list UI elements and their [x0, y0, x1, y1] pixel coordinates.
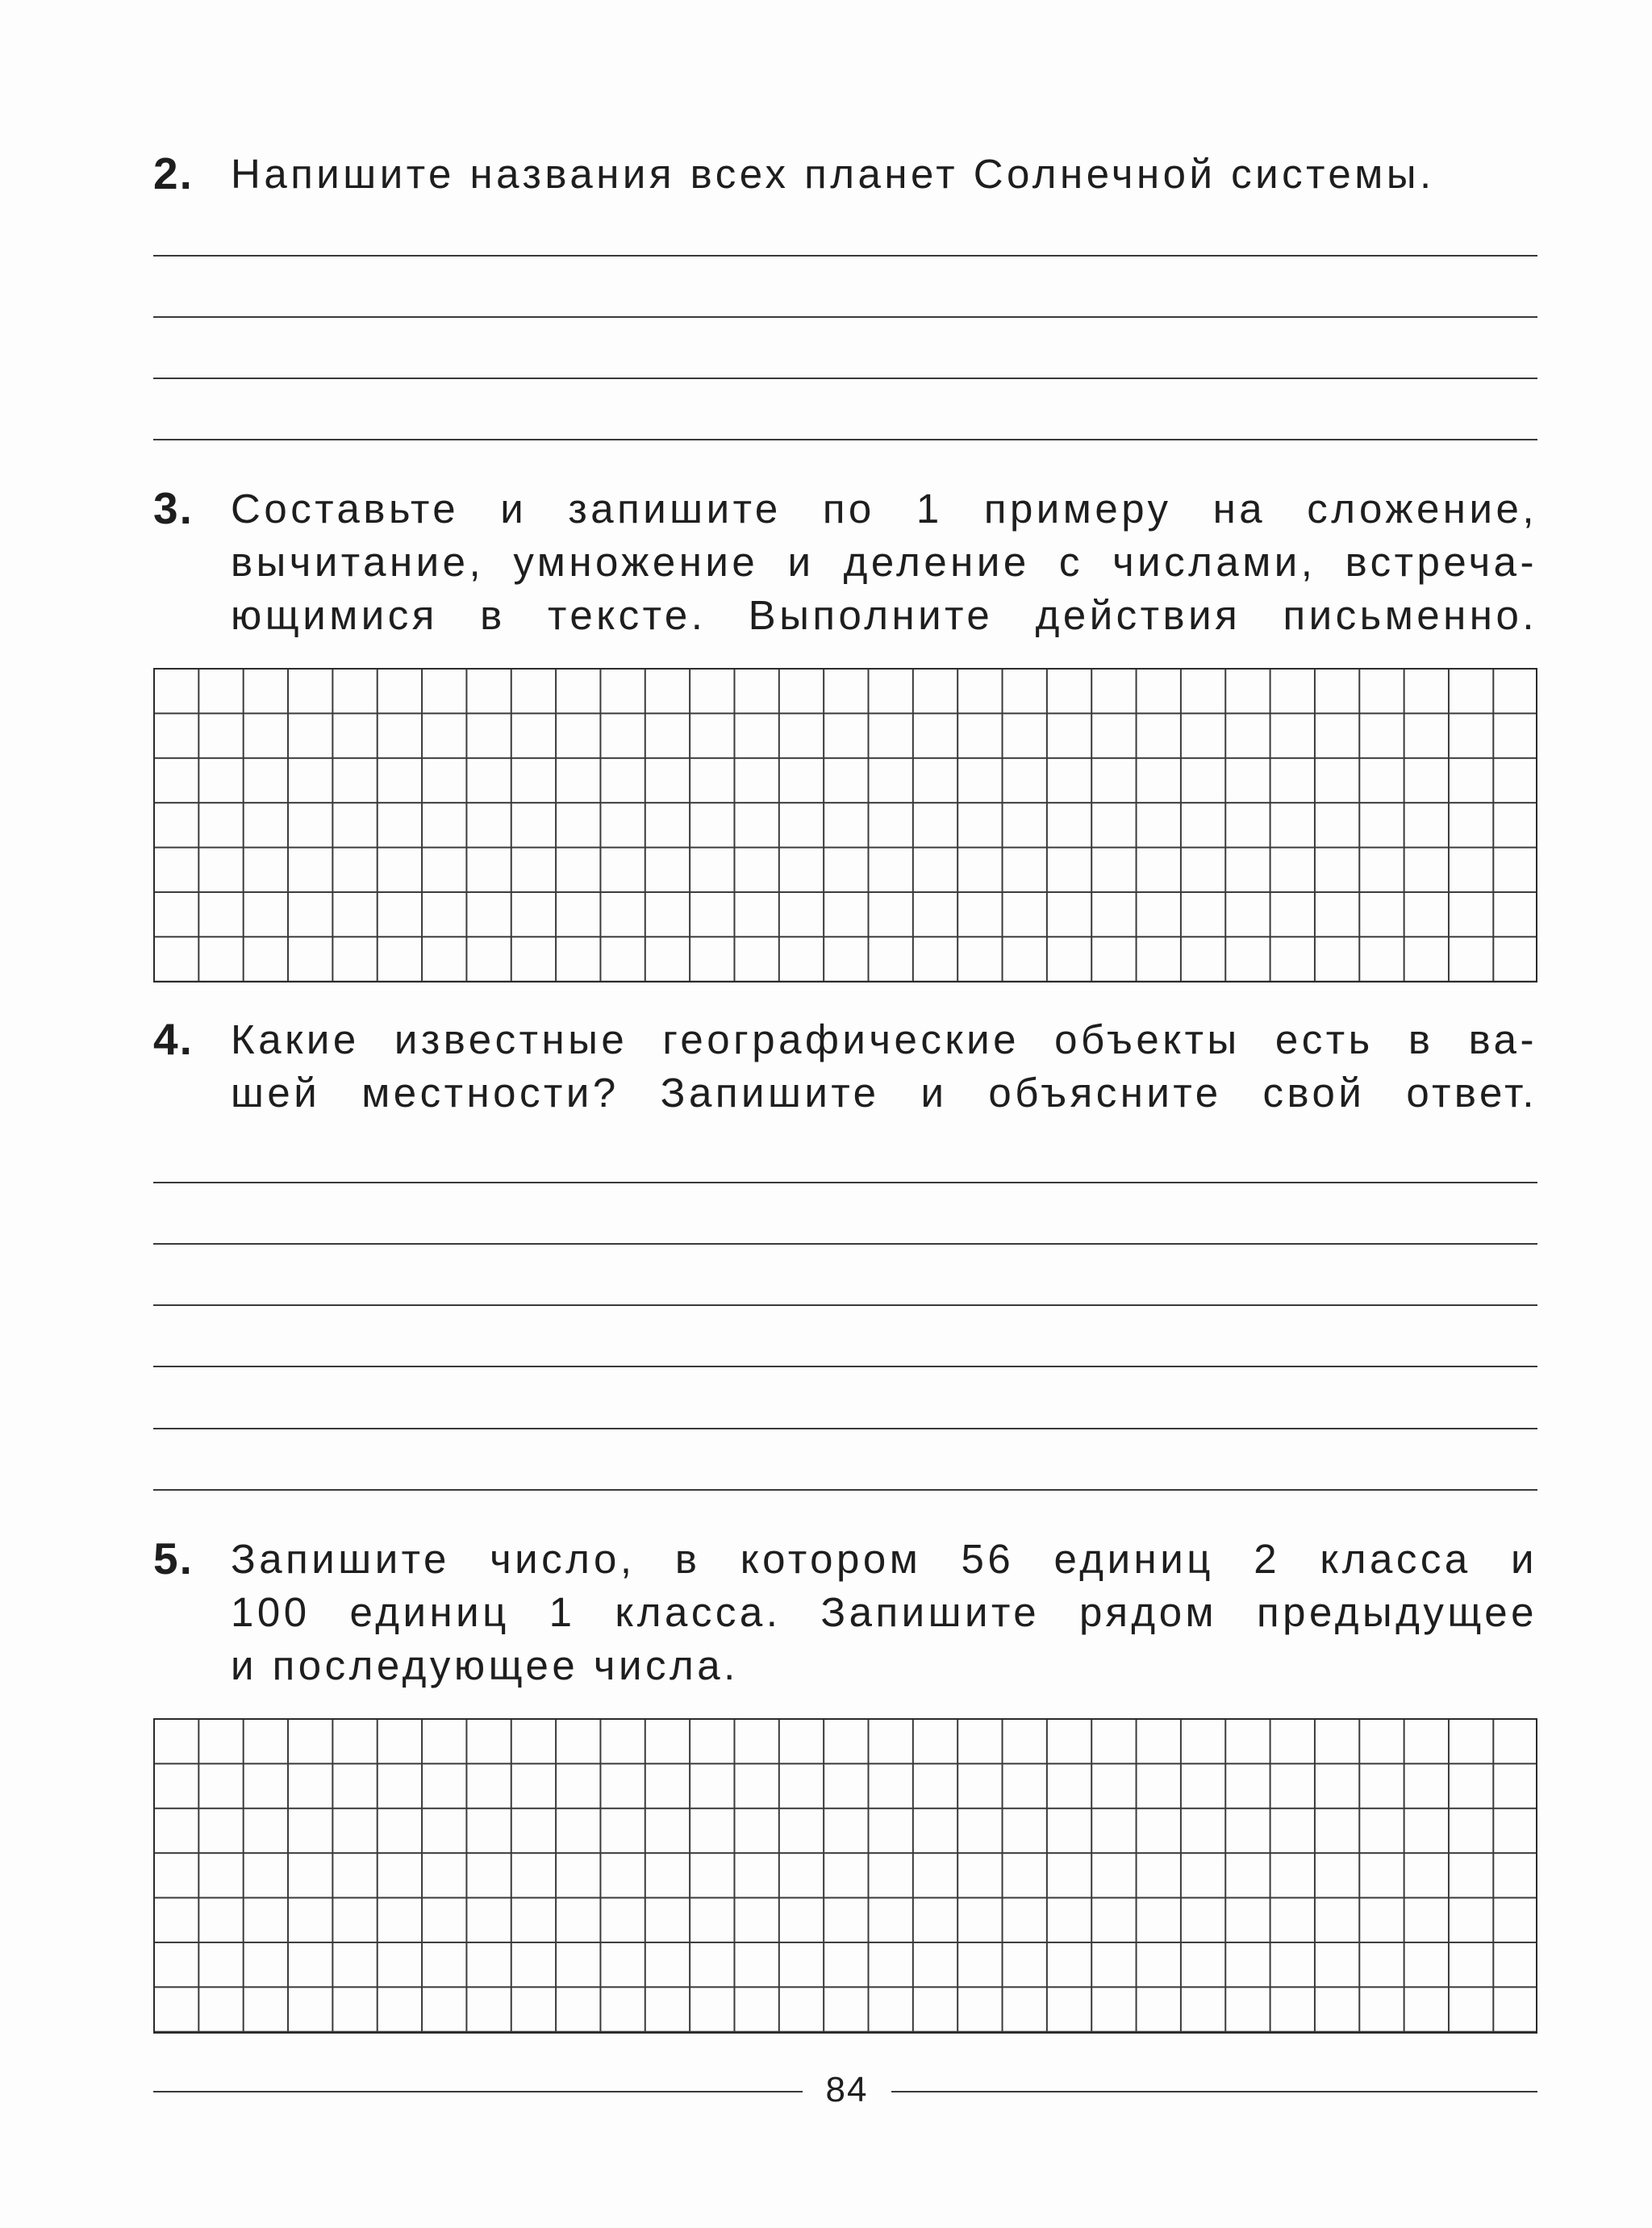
answer-line[interactable]	[153, 1366, 1537, 1367]
answer-line[interactable]	[153, 378, 1537, 379]
task-text-line: Напишите названия всех планет Солнечной системы.	[231, 151, 1435, 197]
task-text-line: Составьте и запишите по 1 примеру на сложение,	[231, 486, 1537, 532]
task-number: 5.	[153, 1533, 194, 1583]
footer-rule-left	[153, 2091, 803, 2092]
task-text-line: шей местности? Запишите и объясните свой ответ.	[231, 1070, 1537, 1116]
answer-line[interactable]	[153, 1428, 1537, 1429]
answer-line[interactable]	[153, 439, 1537, 440]
answer-line[interactable]	[153, 316, 1537, 318]
task-text-line: ющимися в тексте. Выполните действия письменно.	[231, 592, 1537, 638]
task-number: 3.	[153, 483, 194, 533]
task-text-line: 100 единиц 1 класса. Запишите рядом предыдущее	[231, 1589, 1537, 1635]
task-text	[231, 148, 1537, 201]
task-text-line: Запишите число, в котором 56 единиц 2 класса и	[231, 1536, 1537, 1582]
footer-rule-right	[891, 2091, 1537, 2092]
task-text-line: вычитание, умножение и деление с числами, встреча-	[231, 539, 1537, 585]
answer-line[interactable]	[153, 1182, 1537, 1183]
task-text	[231, 1533, 1537, 1692]
task-text	[231, 1013, 1537, 1120]
task-text-line: и последующее числа.	[231, 1642, 739, 1688]
answer-line[interactable]	[153, 1489, 1537, 1491]
answer-line[interactable]	[153, 1304, 1537, 1306]
page-number: 84	[825, 2070, 869, 2109]
answer-line[interactable]	[153, 1243, 1537, 1245]
task-text-line: Какие известные географические объекты есть в ва-	[231, 1016, 1537, 1062]
task-number: 4.	[153, 1014, 194, 1064]
answer-line[interactable]	[153, 255, 1537, 257]
answer-grid[interactable]	[153, 1718, 1537, 2034]
task-number: 2.	[153, 148, 194, 198]
task-text	[231, 482, 1537, 642]
answer-grid[interactable]	[153, 668, 1537, 983]
